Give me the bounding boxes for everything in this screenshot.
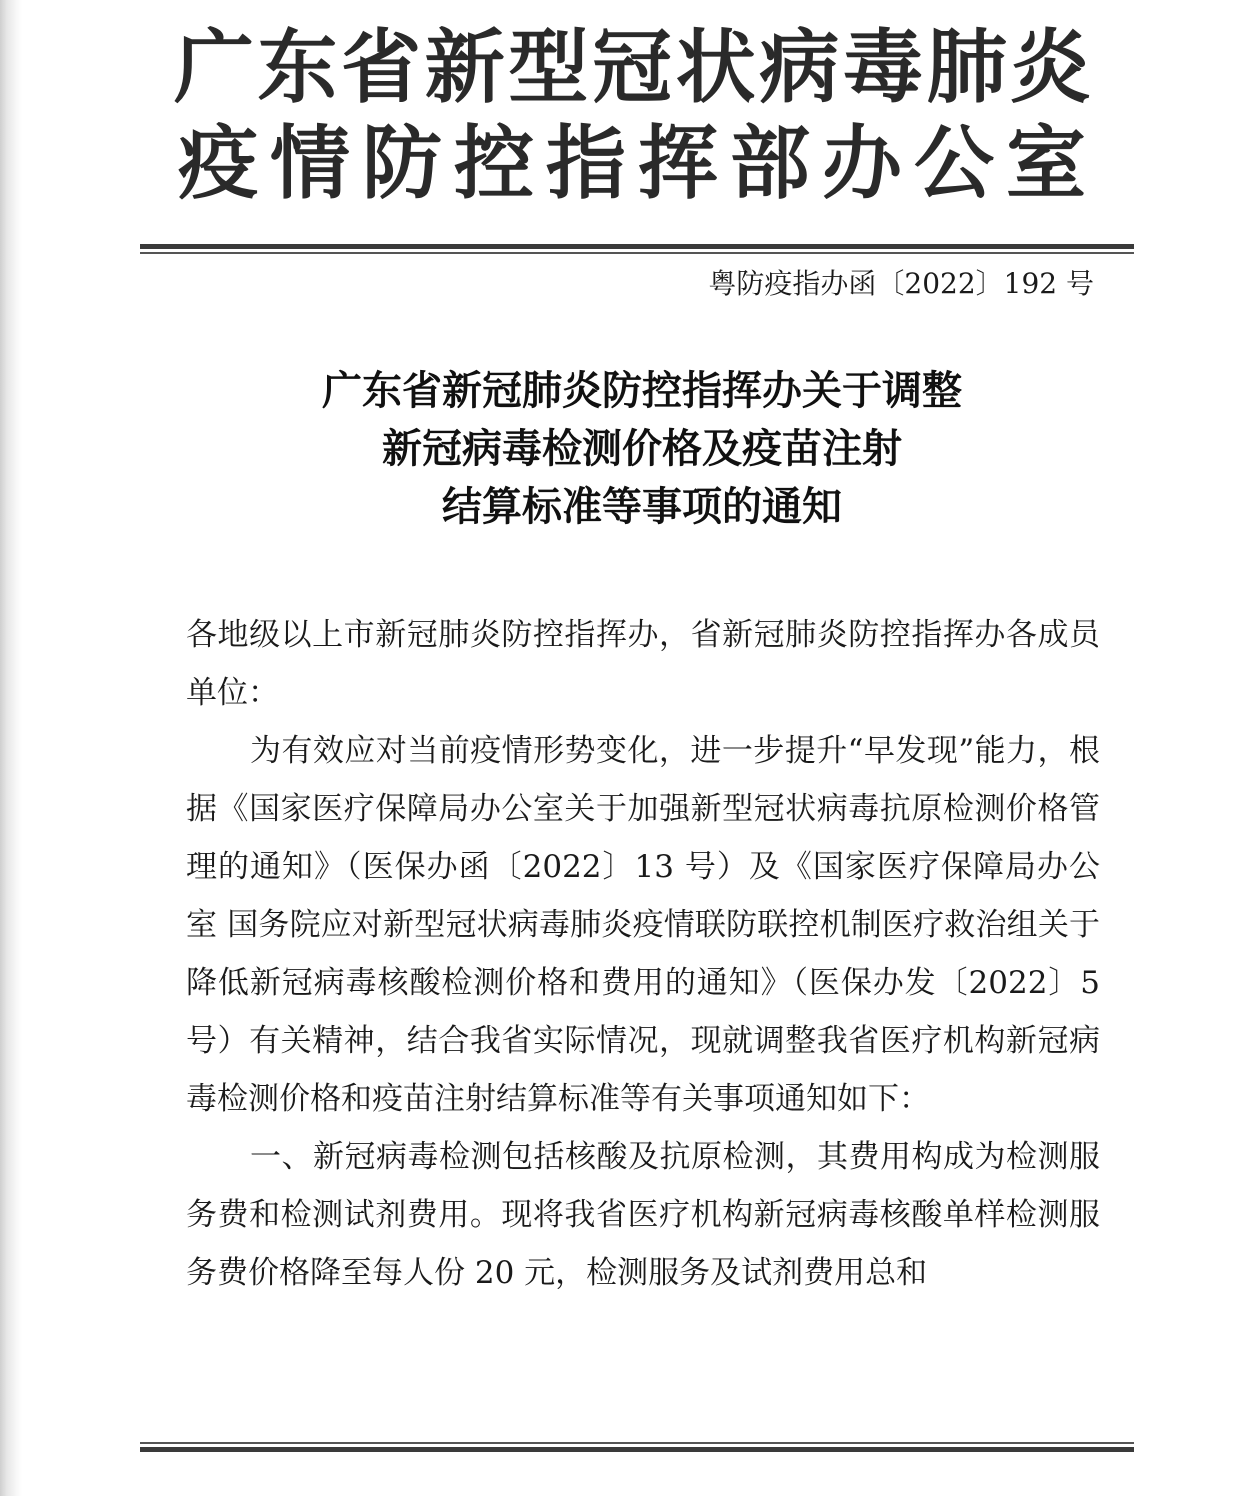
document-body (186, 606, 1100, 1302)
header-character: 部 (730, 117, 810, 210)
title-line-1: 广东省新冠肺炎防控指挥办关于调整 (322, 368, 962, 414)
header-line-2 (172, 116, 1092, 212)
header-character: 省 (341, 21, 422, 114)
header-character: 广 (173, 21, 254, 114)
title-line-2: 新冠病毒检测价格及疫苗注射 (382, 426, 902, 472)
header-character: 室 (1006, 117, 1086, 210)
scan-edge-shading (0, 0, 22, 1496)
header-character: 状 (675, 21, 756, 114)
title-line-3: 结算标准等事项的通知 (442, 484, 842, 530)
header-divider-rule (140, 244, 1134, 254)
issuing-office-header (172, 20, 1092, 212)
paragraph-2: 一、新冠病毒检测包括核酸及抗原检测，其费用构成为检测服务费和检测试剂费用。现将我省医疗机构新冠病毒核酸单样检测服务费价格降至每人份 20 元，检测服务及试剂费用总和 (186, 1139, 1100, 1291)
salutation: 各地级以上市新冠肺炎防控指挥办，省新冠肺炎防控指挥办各成员单位： (186, 617, 1100, 711)
header-line-1 (172, 20, 1092, 116)
document-title (140, 362, 1144, 536)
header-character: 型 (508, 21, 589, 114)
header-character: 冠 (592, 21, 673, 114)
header-character: 挥 (638, 117, 718, 210)
header-character: 东 (257, 21, 338, 114)
header-character: 情 (270, 117, 350, 210)
header-character: 炎 (1010, 21, 1091, 114)
page-bottom-rule (140, 1442, 1134, 1452)
header-character: 疫 (178, 117, 258, 210)
header-character: 肺 (926, 21, 1007, 114)
header-character: 防 (362, 117, 442, 210)
document-number: 粤防疫指办函〔2022〕192 号 (708, 267, 1094, 300)
header-character: 控 (454, 117, 534, 210)
header-character: 公 (914, 117, 994, 210)
header-character: 病 (759, 21, 840, 114)
header-character: 指 (546, 117, 626, 210)
paragraph-1: 为有效应对当前疫情形势变化，进一步提升“早发现”能力，根据《国家医疗保障局办公室关于加强新型冠状病毒抗原检测价格管理的通知》（医保办函〔2022〕13 号）及《国家医疗保障局办公室 国务院应对新型冠状病毒肺炎疫情联防联控机制医疗救治组关于降低新冠病毒核酸检测价格和费用的通知》（医保办发〔2022〕5 号）有关精神，结合我省实际情况，现就调整我省医疗机构新冠病毒检测价格和疫苗注射结算标准等有关事项通知如下： (186, 733, 1100, 1117)
header-character: 毒 (842, 21, 923, 114)
header-character: 办 (822, 117, 902, 210)
header-character: 新 (424, 21, 505, 114)
